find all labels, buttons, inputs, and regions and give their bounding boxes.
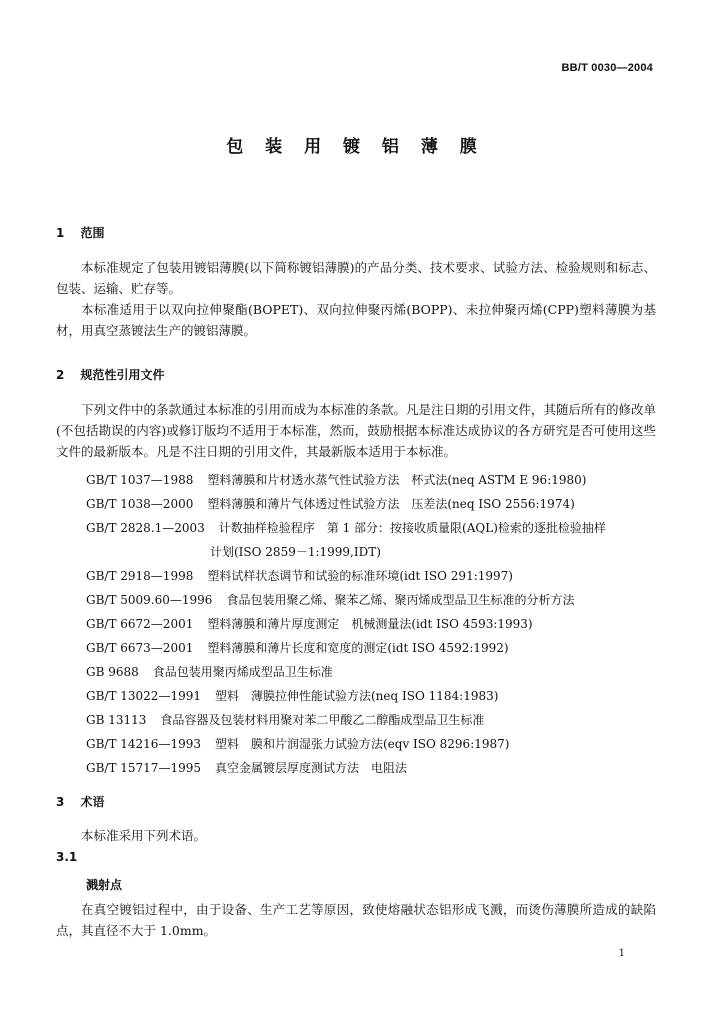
section-title: 术语 [80, 795, 105, 809]
reference-title: 真空金属镀层厚度测试方法 电阻法 [214, 761, 407, 775]
reference-title: 食品包装用聚乙烯、聚苯乙烯、聚丙烯成型品卫生标准的分析方法 [226, 593, 575, 607]
reference-item [86, 636, 656, 660]
reference-code: GB/T 14216—1993 [86, 737, 201, 751]
section-1-body [56, 257, 656, 341]
reference-code: GB/T 1038—2000 [86, 497, 194, 511]
reference-code: GB/T 15717—1995 [86, 761, 201, 775]
section-1-heading [56, 224, 105, 241]
reference-list [86, 468, 656, 780]
reference-title-continued: 计划(ISO 2859－1:1999,IDT) [210, 545, 381, 559]
reference-title: 计数抽样检验程序 第 1 部分：按接收质量限(AQL)检索的逐批检验抽样 [218, 521, 606, 535]
reference-item [86, 756, 656, 780]
reference-item [86, 660, 656, 684]
reference-item-continuation [86, 540, 656, 564]
reference-code: GB/T 5009.60—1996 [86, 593, 213, 607]
term-definition-text: 在真空镀铝过程中，由于设备、生产工艺等原因，致使熔融状态铝形成飞溅，而烫伤薄膜所造成的缺陷点，其直径不大于 1.0mm。 [56, 902, 656, 938]
reference-title: 塑料薄膜和薄片气体透过性试验方法 压差法(neq ISO 2556:1974) [207, 497, 575, 511]
reference-item [86, 564, 656, 588]
reference-item [86, 516, 656, 540]
scope-paragraph-1: 本标准规定了包装用镀铝薄膜(以下简称镀铝薄膜)的产品分类、技术要求、试验方法、检验规则和标志、包装、运输、贮存等。 [56, 260, 656, 296]
reference-item [86, 468, 656, 492]
reference-code: GB/T 6672—2001 [86, 617, 194, 631]
document-title: 包 装 用 镀 铝 薄 膜 [226, 137, 485, 157]
reference-item [86, 684, 656, 708]
section-2-intro [56, 399, 656, 462]
page-number: 1 [618, 948, 625, 959]
reference-title: 塑料薄膜和薄片长度和宽度的测定(idt ISO 4592:1992) [207, 641, 509, 655]
term-number: 3.1 [56, 850, 78, 864]
reference-code: GB/T 2828.1—2003 [86, 521, 205, 535]
section-number: 3 [56, 795, 65, 809]
reference-code: GB/T 13022—1991 [86, 689, 201, 703]
section-title: 范围 [80, 226, 105, 240]
reference-code: GB/T 1037—1988 [86, 473, 194, 487]
reference-item [86, 732, 656, 756]
reference-title: 塑料薄膜和薄片厚度测定 机械测量法(idt ISO 4593:1993) [207, 617, 533, 631]
normative-intro: 下列文件中的条款通过本标准的引用而成为本标准的条款。凡是注日期的引用文件，其随后所有的修改单(不包括勘误的内容)或修订版均不适用于本标准，然而，鼓励根据本标准达成协议的各方研究是否可使用这些文件的最新版本。凡是不注日期的引用文件，其最新版本适用于本标准。 [56, 402, 657, 459]
reference-code: GB 13113 [86, 713, 147, 727]
reference-item [86, 612, 656, 636]
section-2-heading [56, 366, 165, 383]
scope-paragraph-2: 本标准适用于以双向拉伸聚酯(BOPET)、双向拉伸聚丙烯(BOPP)、未拉伸聚丙烯(CPP)塑料薄膜为基材，用真空蒸镀法生产的镀铝薄膜。 [56, 302, 656, 338]
section-number: 2 [56, 368, 65, 382]
section-number: 1 [56, 226, 65, 240]
reference-item [86, 588, 656, 612]
term-name: 溅射点 [86, 878, 123, 892]
reference-title: 塑料试样状态调节和试验的标准环境(idt ISO 291:1997) [207, 569, 513, 583]
reference-item [86, 492, 656, 516]
reference-title: 塑料 膜和片润湿张力试验方法(eqv ISO 8296:1987) [214, 737, 510, 751]
reference-title: 食品容器及包装材料用聚对苯二甲酸乙二醇酯成型品卫生标准 [160, 713, 485, 727]
reference-code: GB 9688 [86, 665, 139, 679]
reference-title: 食品包装用聚丙烯成型品卫生标准 [152, 665, 333, 679]
section-3-heading [56, 793, 105, 810]
reference-title: 塑料 薄膜拉伸性能试验方法(neq ISO 1184:1983) [214, 689, 499, 703]
terms-intro-text: 本标准采用下列术语。 [81, 828, 207, 843]
term-definition [56, 899, 656, 941]
reference-item [86, 708, 656, 732]
standard-code: BB/T 0030—2004 [561, 62, 653, 74]
section-title: 规范性引用文件 [80, 368, 165, 382]
reference-title: 塑料薄膜和片材透水蒸气性试验方法 杯式法(neq ASTM E 96:1980) [207, 473, 587, 487]
terms-intro [56, 825, 656, 846]
reference-code: GB/T 6673—2001 [86, 641, 194, 655]
reference-code: GB/T 2918—1998 [86, 569, 194, 583]
